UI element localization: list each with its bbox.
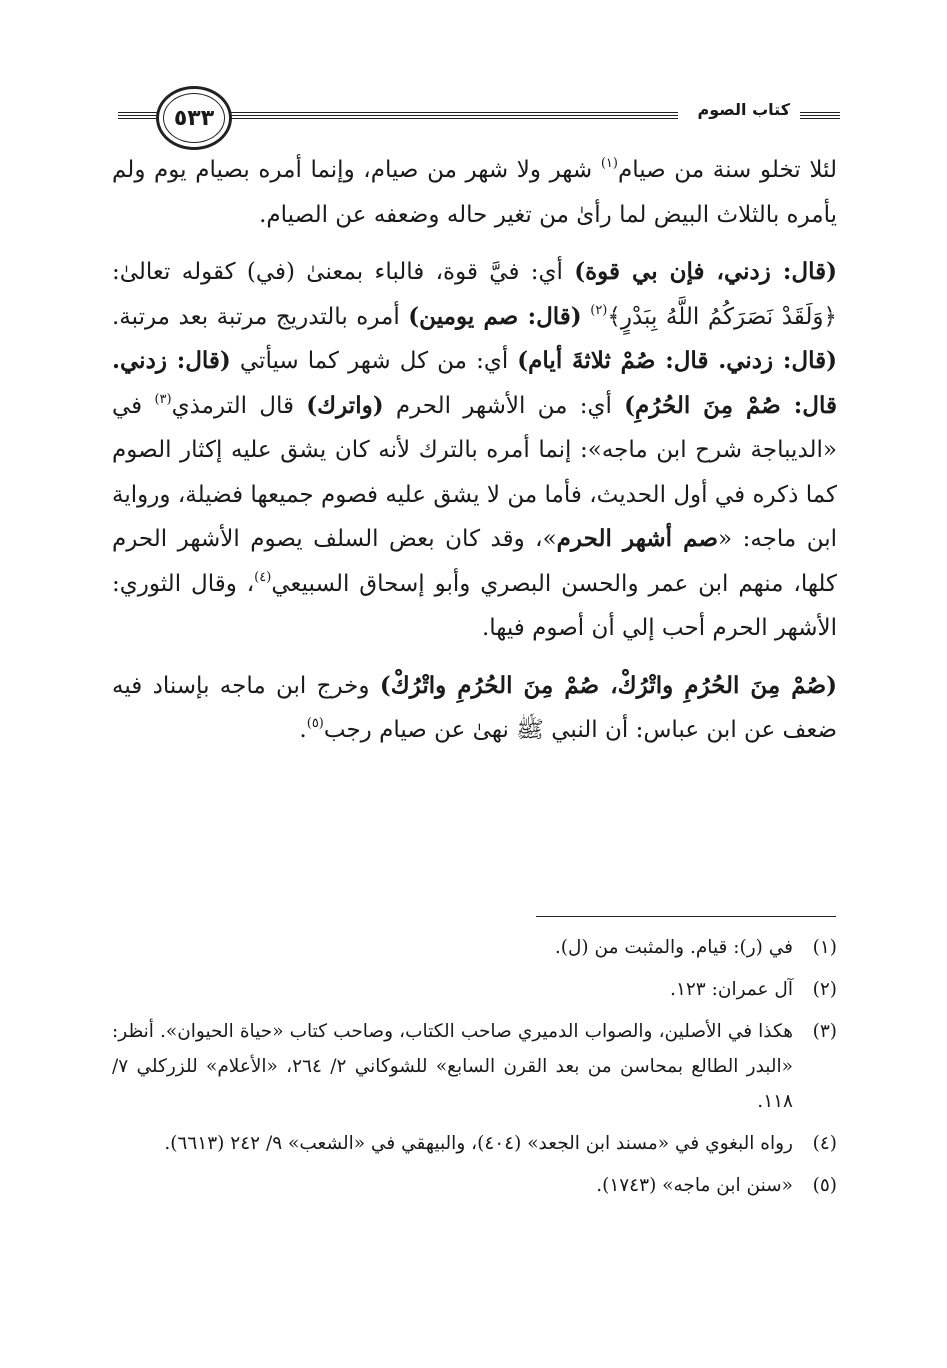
text-run: قال الترمذي [171,392,307,419]
bold-text: (قال: زدني. قال: صُمْ مِنَ الحُرُمِ) [112,347,837,419]
bold-text: (قال: زدني، فإن بي قوة) [574,258,837,285]
text-run: أمره بالتدريج مرتبة بعد مرتبة. [112,303,409,330]
header-rule-middle [208,112,678,119]
footnote [112,1168,837,1203]
footnote-ref: (٥) [306,716,324,731]
bold-text: (قال: زدني. قال: صُمْ ثلاثةَ أيام) [517,347,838,374]
running-title: كتاب الصوم [691,100,796,119]
footnote-ref: (١) [600,156,618,171]
text-run: . [299,717,307,743]
footnote-number: (١) [812,937,837,958]
footnote [112,972,837,1007]
text-run: وخرج ابن ماجه بإسناد فيه ضعف عن ابن عباس: أن النبي ﷺ نهىٰ عن صيام رجب [112,672,837,743]
text-run: »، وقد كان بعض السلف يصوم الأشهر الحرم كلها، منهم ابن عمر والحسن البصري وأبو إسحاق السبيعي [112,526,837,597]
text-run: ، وقال الثوري: الأشهر الحرم أحب إلي أن أصوم فيها. [112,570,837,641]
footnote-text: في (ر): قيام. والمثبت من (ل). [554,937,793,958]
paragraph [112,148,837,237]
bold-text: (واترك) [306,391,384,419]
footnote-ref: (٣) [154,391,172,407]
page-number-badge [156,86,232,150]
bold-text: (قال: صم يومين) [408,302,582,330]
footnotes-section [112,930,837,1203]
footnote-number: (٥) [812,1175,837,1196]
footnote-number: (٤) [812,1133,837,1154]
footnote-text: هكذا في الأصلين، والصواب الدميري صاحب الكتاب، وصاحب كتاب «حياة الحيوان». أنظر: «البدر الطالع بمحاسن من بعد القرن السابع» للشوكاني ٢/ ٢٦٤، «الأعلام» للزركلي ٧/ ١١٨. [112,1021,793,1112]
main-text [112,148,837,753]
footnote [112,1014,837,1119]
page-header [112,80,846,150]
footnote-text: «سنن ابن ماجه» (١٧٤٣). [596,1175,793,1196]
footnote [112,930,837,965]
header-rule-right [800,112,840,119]
paragraph [112,664,837,753]
text-run: أي: من كل شهر كما سيأتي [230,348,518,374]
text-run: أي: فيَّ قوة، فالباء بمعنىٰ (في) كقوله تعالىٰ: ﴿وَلَقَدْ نَصَرَكُمُ اللَّهُ بِبَدْرٍ﴾ [112,259,837,330]
footnote-ref: (٤) [254,569,272,585]
text-run [582,304,591,330]
footnote [112,1126,837,1161]
text-run: أي: من الأشهر الحرم [383,392,625,419]
footnote-text: آل عمران: ١٢٣. [670,979,793,1000]
footnote-ref: (٢) [590,302,608,318]
bold-text: صم أشهر الحرم [556,525,719,552]
footnote-text: رواه البغوي في «مسند ابن الجعد» (٤٠٤)، والبيهقي في «الشعب» ٩/ ٢٤٢ (٦٦١٣). [164,1133,793,1154]
text-run: في «الديباجة شرح ابن ماجه»: إنما أمره بالترك لأنه كان يشق عليه إكثار الصوم كما ذكره في أول الحديث، فأما من لا يشق عليه فصوم جميعها فضيلة، ورواية ابن ماجه: « [112,392,837,552]
footnote-separator [536,916,836,917]
paragraph [112,250,837,651]
page-number: ٥٣٣ [173,105,215,131]
text-run: شهر ولا شهر من صيام، وإنما أمره بصيام يوم ولم يأمره بالثلاث البيض لما رأىٰ من تغير حاله وضعفه عن الصيام. [112,157,837,228]
footnote-number: (٢) [812,979,837,1000]
text-run: لئلا تخلو سنة من صيام [617,157,837,183]
footnote-number: (٣) [812,1021,837,1042]
bold-text: (صُمْ مِنَ الحُرُمِ واتْرُكْ، صُمْ مِنَ الحُرُمِ واتْرُكْ) [379,671,838,699]
